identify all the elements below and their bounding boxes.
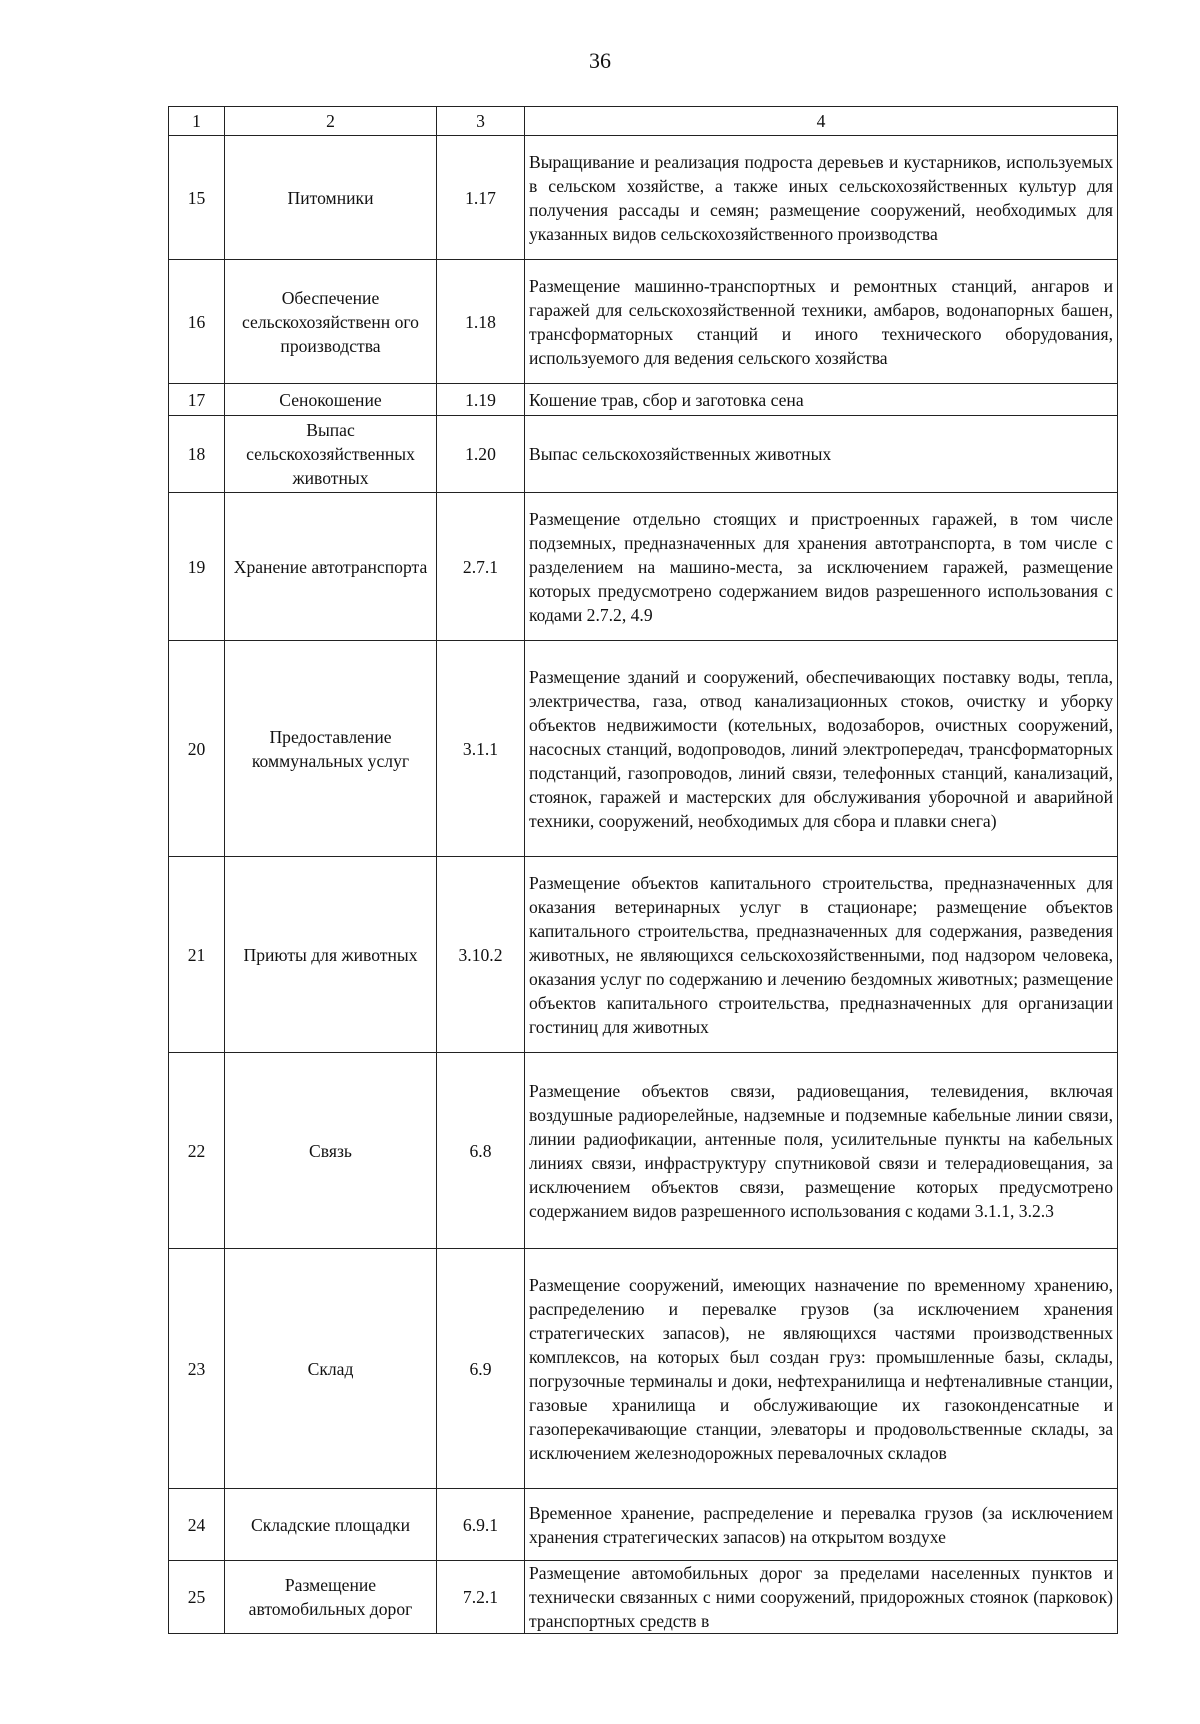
land-use-name: Склад bbox=[225, 1249, 437, 1489]
row-number: 24 bbox=[169, 1489, 225, 1561]
row-number: 21 bbox=[169, 857, 225, 1053]
land-use-description: Размещение зданий и сооружений, обеспечивающих поставку воды, тепла, электричества, газа, отвод канализационных стоков, очистку и уборку объектов недвижимости (котельных, водозаборов, очистных сооружений, насосных станций, водопроводов, линий электропередач, трансформаторных подстанций, газопроводов, линий связи, телефонных станций, канализаций, стоянок, гаражей и мастерских для обслуживания уборочной и аварийной техники, сооружений, необходимых для сбора и плавки снега) bbox=[525, 641, 1118, 857]
table-row bbox=[169, 1249, 1118, 1489]
table-row bbox=[169, 1561, 1118, 1634]
row-number: 23 bbox=[169, 1249, 225, 1489]
land-use-description: Кошение трав, сбор и заготовка сена bbox=[525, 384, 1118, 416]
row-number: 19 bbox=[169, 493, 225, 641]
header-col-1: 1 bbox=[169, 107, 225, 136]
land-use-code: 6.9 bbox=[437, 1249, 525, 1489]
row-number: 15 bbox=[169, 136, 225, 260]
land-use-code: 7.2.1 bbox=[437, 1561, 525, 1634]
land-use-code: 3.10.2 bbox=[437, 857, 525, 1053]
land-use-name: Обеспечение сельскохозяйственн ого производства bbox=[225, 260, 437, 384]
land-use-description: Временное хранение, распределение и перевалка грузов (за исключением хранения стратегических запасов) на открытом воздухе bbox=[525, 1489, 1118, 1561]
land-use-description: Выпас сельскохозяйственных животных bbox=[525, 416, 1118, 493]
table-row bbox=[169, 260, 1118, 384]
table-row bbox=[169, 384, 1118, 416]
land-use-description: Размещение сооружений, имеющих назначение по временному хранению, распределению и перевалке грузов (за исключением хранения стратегических запасов), не являющихся частями производственных комплексов, на которых был создан груз: промышленные базы, склады, погрузочные терминалы и доки, нефтехранилища и нефтеналивные станции, газовые хранилища и обслуживающие их газоконденсатные и газоперекачивающие станции, элеваторы и продовольственные склады, за исключением железнодорожных перевалочных складов bbox=[525, 1249, 1118, 1489]
land-use-name: Сенокошение bbox=[225, 384, 437, 416]
row-number: 17 bbox=[169, 384, 225, 416]
land-use-code: 1.18 bbox=[437, 260, 525, 384]
table-row bbox=[169, 416, 1118, 493]
land-use-name: Связь bbox=[225, 1053, 437, 1249]
table-row bbox=[169, 641, 1118, 857]
header-col-2: 2 bbox=[225, 107, 437, 136]
land-use-code: 1.20 bbox=[437, 416, 525, 493]
land-use-name: Приюты для животных bbox=[225, 857, 437, 1053]
page-number: 36 bbox=[589, 48, 611, 73]
table-row bbox=[169, 857, 1118, 1053]
row-number: 25 bbox=[169, 1561, 225, 1634]
land-use-code: 6.8 bbox=[437, 1053, 525, 1249]
header-col-4: 4 bbox=[525, 107, 1118, 136]
table-row bbox=[169, 493, 1118, 641]
land-use-code: 1.17 bbox=[437, 136, 525, 260]
land-use-description: Выращивание и реализация подроста деревьев и кустарников, используемых в сельском хозяйстве, а также иных сельскохозяйственных культур для получения рассады и семян; размещение сооружений, необходимых для указанных видов сельскохозяйственного производства bbox=[525, 136, 1118, 260]
row-number: 22 bbox=[169, 1053, 225, 1249]
table-row bbox=[169, 1489, 1118, 1561]
land-use-code: 2.7.1 bbox=[437, 493, 525, 641]
land-use-description: Размещение машинно-транспортных и ремонтных станций, ангаров и гаражей для сельскохозяйственной техники, амбаров, водонапорных башен, трансформаторных станций и иного технического оборудования, используемого для ведения сельского хозяйства bbox=[525, 260, 1118, 384]
row-number: 18 bbox=[169, 416, 225, 493]
row-number: 16 bbox=[169, 260, 225, 384]
land-use-name: Размещение автомобильных дорог bbox=[225, 1561, 437, 1634]
land-use-name: Питомники bbox=[225, 136, 437, 260]
land-use-description: Размещение автомобильных дорог за пределами населенных пунктов и технически связанных с ними сооружений, придорожных стоянок (парковок) транспортных средств в bbox=[525, 1561, 1118, 1634]
header-col-3: 3 bbox=[437, 107, 525, 136]
land-use-description: Размещение отдельно стоящих и пристроенных гаражей, в том числе подземных, предназначенных для хранения автотранспорта, в том числе с разделением на машино-места, за исключением гаражей, размещение которых предусмотрено содержанием видов разрешенного использования с кодами 2.7.2, 4.9 bbox=[525, 493, 1118, 641]
land-use-name: Складские площадки bbox=[225, 1489, 437, 1561]
land-use-name: Выпас сельскохозяйственных животных bbox=[225, 416, 437, 493]
land-use-code: 3.1.1 bbox=[437, 641, 525, 857]
table-row bbox=[169, 136, 1118, 260]
land-use-table bbox=[168, 106, 1118, 1634]
row-number: 20 bbox=[169, 641, 225, 857]
land-use-code: 6.9.1 bbox=[437, 1489, 525, 1561]
table-header-row bbox=[169, 107, 1118, 136]
table-row bbox=[169, 1053, 1118, 1249]
land-use-description: Размещение объектов связи, радиовещания, телевидения, включая воздушные радиорелейные, надземные и подземные кабельные линии связи, линии радиофикации, антенные поля, усилительные пункты на кабельных линиях связи, инфраструктуру спутниковой связи и телерадиовещания, за исключением объектов связи, размещение которых предусмотрено содержанием видов разрешенного использования с кодами 3.1.1, 3.2.3 bbox=[525, 1053, 1118, 1249]
land-use-code: 1.19 bbox=[437, 384, 525, 416]
land-use-name: Предоставление коммунальных услуг bbox=[225, 641, 437, 857]
land-use-description: Размещение объектов капитального строительства, предназначенных для оказания ветеринарных услуг в стационаре; размещение объектов капитального строительства, предназначенных для содержания, разведения животных, не являющихся сельскохозяйственными, под надзором человека, оказания услуг по содержанию и лечению бездомных животных; размещение объектов капитального строительства, предназначенных для организации гостиниц для животных bbox=[525, 857, 1118, 1053]
land-use-name: Хранение автотранспорта bbox=[225, 493, 437, 641]
